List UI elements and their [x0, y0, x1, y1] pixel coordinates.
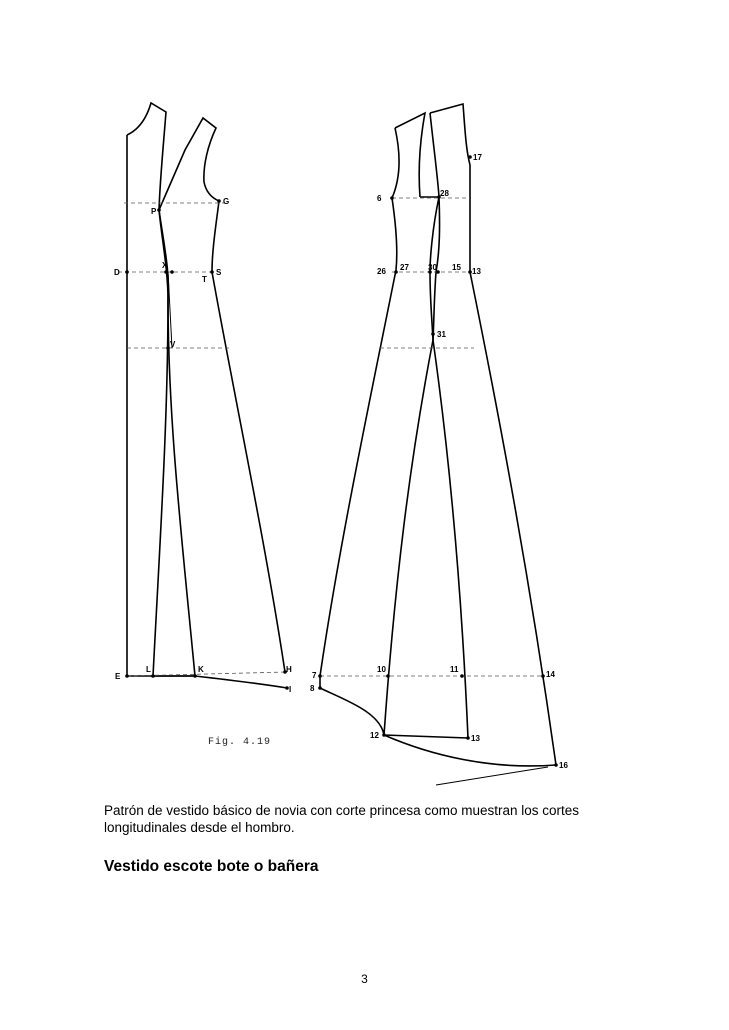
label-10: 10: [377, 665, 386, 674]
label-7: 7: [312, 671, 317, 680]
label-14: 14: [546, 670, 555, 679]
label-27: 27: [400, 263, 409, 272]
label-s: S: [216, 268, 222, 277]
label-16: 16: [559, 761, 568, 770]
label-11: 11: [450, 665, 459, 674]
label-h: H: [286, 665, 292, 674]
label-6: 6: [377, 194, 382, 203]
label-12: 12: [370, 731, 379, 740]
label-t: T: [202, 275, 207, 284]
front-pattern-labels: [114, 197, 292, 694]
label-31: 31: [437, 330, 446, 339]
label-g: G: [223, 197, 230, 206]
label-26: 26: [377, 267, 386, 276]
back-pattern: [318, 104, 558, 785]
page-number: 3: [361, 972, 368, 986]
label-17: 17: [473, 153, 482, 162]
figure-description: Patrón de vestido básico de novia con corte princesa como muestran los cortes longitudinales desde el hombro.: [104, 803, 579, 835]
label-8: 8: [310, 684, 315, 693]
label-d: D: [114, 268, 120, 277]
label-x: X: [162, 261, 168, 270]
label-v: V: [170, 340, 176, 349]
label-13-hem: 13: [471, 734, 480, 743]
label-28: 28: [440, 189, 449, 198]
label-l: L: [146, 665, 151, 674]
figure-caption: Fig. 4.19: [208, 737, 272, 748]
label-i: I: [289, 685, 292, 694]
label-15: 15: [452, 263, 461, 272]
label-e: E: [115, 672, 121, 681]
label-30: 30: [428, 263, 437, 272]
front-pattern: [118, 103, 289, 690]
label-k: K: [198, 665, 204, 674]
section-heading: Vestido escote bote o bañera: [104, 858, 319, 875]
label-p: P: [151, 207, 157, 216]
label-13-top: 13: [472, 267, 481, 276]
